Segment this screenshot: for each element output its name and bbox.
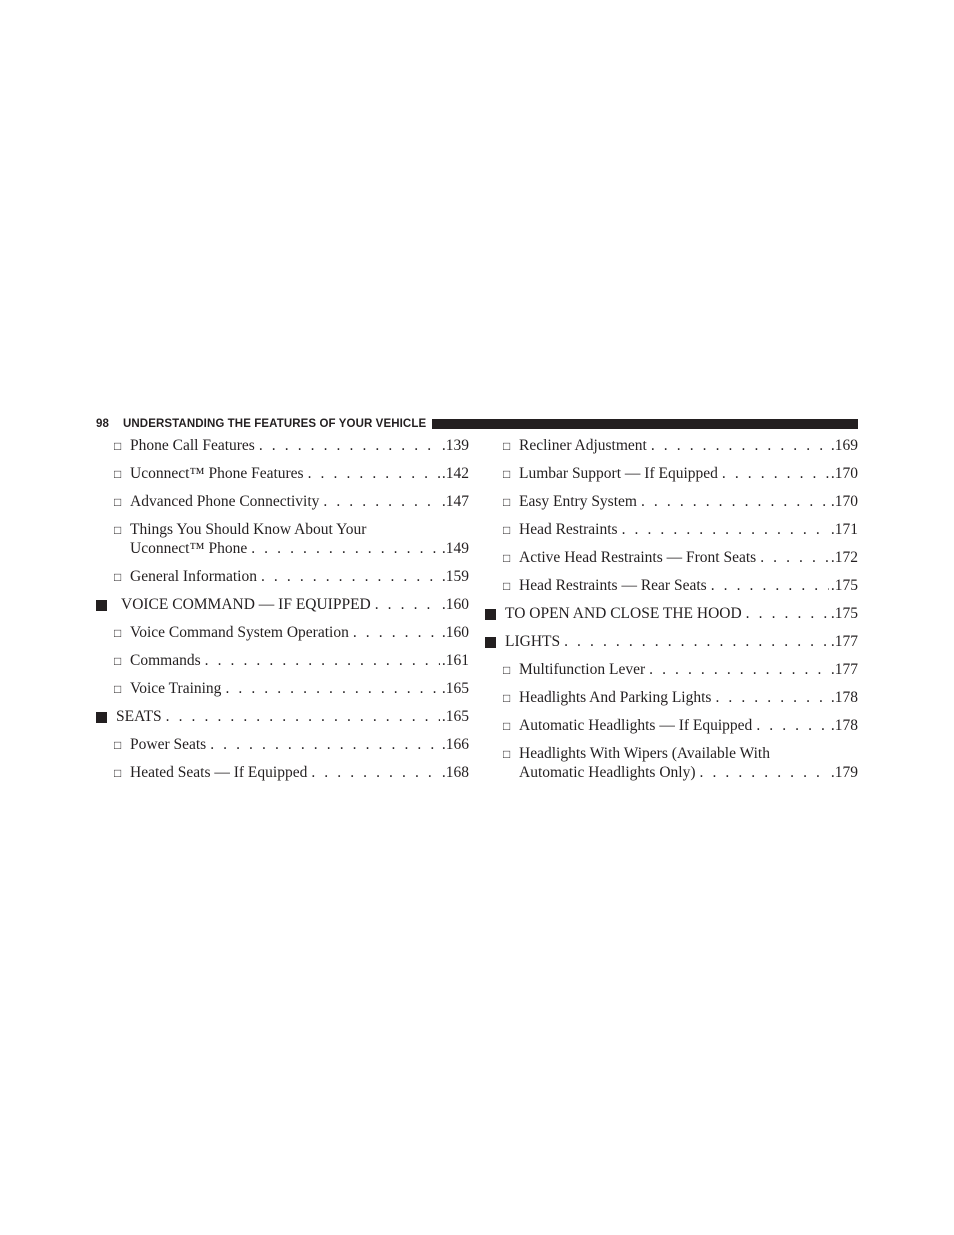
toc-page-number: .178 <box>830 689 858 706</box>
toc-entry-title: TO OPEN AND CLOSE THE HOOD <box>505 605 742 622</box>
toc-entry-title: Lumbar Support — If Equipped <box>519 465 718 482</box>
header-rule <box>432 419 858 429</box>
toc-entry-title: Head Restraints <box>519 521 618 538</box>
toc-entry-text <box>130 520 469 558</box>
hollow-square-bullet-icon: □ <box>503 495 511 509</box>
toc-page-number: .172 <box>830 549 858 566</box>
toc-section-entry[interactable] <box>485 604 858 632</box>
toc-entry-title: Easy Entry System <box>519 493 637 510</box>
toc-page-number: .169 <box>830 437 858 454</box>
toc-entry-text <box>130 567 469 586</box>
dot-leader <box>261 567 440 586</box>
toc-entry-text <box>519 688 858 707</box>
running-title: UNDERSTANDING THE FEATURES OF YOUR VEHICLE <box>123 418 427 430</box>
toc-subsection-entry[interactable] <box>96 520 469 567</box>
hollow-square-bullet-icon: □ <box>114 738 122 752</box>
toc-subsection-entry[interactable] <box>96 763 469 791</box>
toc-page-number: .177 <box>830 633 858 650</box>
toc-section-entry[interactable] <box>96 707 469 735</box>
toc-entry-text <box>505 632 858 651</box>
toc-entry-title: Power Seats <box>130 736 207 753</box>
toc-entry-title: VOICE COMMAND — IF EQUIPPED <box>121 596 371 613</box>
toc-page-number: .175 <box>830 577 858 594</box>
dot-leader <box>353 623 440 642</box>
toc-entry-text <box>519 716 858 735</box>
dot-leader <box>225 679 439 698</box>
hollow-square-bullet-icon: □ <box>503 691 511 705</box>
toc-entry-text <box>130 436 469 455</box>
toc-entry-text <box>121 595 469 614</box>
toc-entry-title: Automatic Headlights — If Equipped <box>519 717 753 734</box>
hollow-square-bullet-icon: □ <box>114 495 122 509</box>
dot-leader <box>760 548 829 567</box>
toc-page-number: .177 <box>830 661 858 678</box>
hollow-square-bullet-icon: □ <box>503 467 511 481</box>
toc-page-number: .168 <box>441 764 469 781</box>
dot-leader <box>700 763 829 782</box>
toc-entry-title: Active Head Restraints — Front Seats <box>519 549 757 566</box>
hollow-square-bullet-icon: □ <box>114 766 122 780</box>
toc-subsection-entry[interactable] <box>96 623 469 651</box>
toc-entry-text <box>519 548 858 567</box>
dot-leader <box>308 464 440 483</box>
toc-entry-title: LIGHTS <box>505 633 561 650</box>
toc-subsection-entry[interactable] <box>96 651 469 679</box>
dot-leader <box>375 595 440 614</box>
dot-leader <box>323 492 439 511</box>
toc-entry-text <box>519 436 858 455</box>
toc-entry-text <box>130 679 469 698</box>
toc-entry-title: Advanced Phone Connectivity <box>130 493 320 510</box>
toc-entry-title: SEATS <box>116 708 162 725</box>
dot-leader <box>746 604 829 623</box>
toc-section-entry[interactable] <box>96 595 469 623</box>
toc-page-number: .165 <box>441 708 469 725</box>
toc-entry-title: Things You Should Know About Your <box>130 521 367 538</box>
toc-page-number: .171 <box>830 521 858 538</box>
toc-section-entry[interactable] <box>485 632 858 660</box>
toc-page-number: .160 <box>441 624 469 641</box>
toc-page-number: .178 <box>830 717 858 734</box>
dot-leader <box>641 492 829 511</box>
toc-subsection-entry[interactable] <box>96 464 469 492</box>
filled-square-bullet-icon <box>485 609 496 620</box>
dot-leader <box>715 688 828 707</box>
toc-subsection-entry[interactable] <box>485 660 858 688</box>
dot-leader <box>205 651 440 670</box>
hollow-square-bullet-icon: □ <box>114 467 122 481</box>
hollow-square-bullet-icon: □ <box>114 626 122 640</box>
toc-entry-title: Voice Training <box>130 680 222 697</box>
hollow-square-bullet-icon: □ <box>114 439 122 453</box>
toc-entry-text <box>130 623 469 642</box>
hollow-square-bullet-icon: □ <box>114 682 122 696</box>
toc-entry-title-continued: Uconnect™ Phone <box>130 540 248 557</box>
dot-leader <box>259 436 440 455</box>
toc-page-number: .170 <box>830 493 858 510</box>
dot-leader <box>756 716 829 735</box>
toc-subsection-entry[interactable] <box>485 436 858 464</box>
dot-leader <box>251 539 440 558</box>
page-number: 98 <box>96 418 109 430</box>
toc-page-number: .175 <box>830 605 858 622</box>
toc-page-number: .165 <box>441 680 469 697</box>
toc-subsection-entry[interactable] <box>485 744 858 791</box>
hollow-square-bullet-icon: □ <box>503 439 511 453</box>
dot-leader <box>564 632 829 651</box>
filled-square-bullet-icon <box>96 712 107 723</box>
toc-page-number: .179 <box>830 764 858 781</box>
toc-entry-text <box>130 651 469 670</box>
toc-entry-title: Headlights And Parking Lights <box>519 689 712 706</box>
toc-entry-title: Multifunction Lever <box>519 661 646 678</box>
hollow-square-bullet-icon: □ <box>503 551 511 565</box>
toc-entry-text <box>519 464 858 483</box>
toc-entry-title: Head Restraints — Rear Seats <box>519 577 707 594</box>
toc-page-number: .160 <box>441 596 469 613</box>
toc-entry-text <box>519 520 858 539</box>
toc-subsection-entry[interactable] <box>485 520 858 548</box>
toc-entry-title: Uconnect™ Phone Features <box>130 465 304 482</box>
toc-page-number: .166 <box>441 736 469 753</box>
hollow-square-bullet-icon: □ <box>503 719 511 733</box>
toc-subsection-entry[interactable] <box>485 576 858 604</box>
hollow-square-bullet-icon: □ <box>503 523 511 537</box>
toc-page-number: .159 <box>441 568 469 585</box>
hollow-square-bullet-icon: □ <box>114 570 122 584</box>
toc-entry-text <box>130 763 469 782</box>
toc-entry-text <box>130 464 469 483</box>
toc-subsection-entry[interactable] <box>485 492 858 520</box>
toc-entry-text <box>505 604 858 623</box>
toc-entry-text <box>519 744 858 782</box>
toc-subsection-entry[interactable] <box>485 716 858 744</box>
toc-page-number: .139 <box>441 437 469 454</box>
toc-entry-text <box>116 707 469 726</box>
toc-entry-title: Headlights With Wipers (Available With <box>519 745 770 762</box>
toc-page-number: .161 <box>441 652 469 669</box>
toc-subsection-entry[interactable] <box>485 548 858 576</box>
toc-subsection-entry[interactable] <box>485 688 858 716</box>
dot-leader <box>622 520 829 539</box>
hollow-square-bullet-icon: □ <box>503 663 511 677</box>
toc-entry-title: Voice Command System Operation <box>130 624 349 641</box>
hollow-square-bullet-icon: □ <box>503 579 511 593</box>
toc-subsection-entry[interactable] <box>96 679 469 707</box>
dot-leader <box>649 660 829 679</box>
toc-column-left <box>96 436 469 791</box>
dot-leader <box>210 735 440 754</box>
toc-entry-title: Commands <box>130 652 201 669</box>
dot-leader <box>651 436 829 455</box>
toc-subsection-entry[interactable] <box>96 436 469 464</box>
hollow-square-bullet-icon: □ <box>114 654 122 668</box>
running-header <box>96 417 858 431</box>
toc-subsection-entry[interactable] <box>485 464 858 492</box>
toc-page-number: .147 <box>441 493 469 510</box>
filled-square-bullet-icon <box>485 637 496 648</box>
toc-page-number: .142 <box>441 465 469 482</box>
hollow-square-bullet-icon: □ <box>114 523 122 537</box>
toc-entry-text <box>130 735 469 754</box>
dot-leader <box>722 464 829 483</box>
toc-subsection-entry[interactable] <box>96 492 469 520</box>
dot-leader <box>711 576 829 595</box>
toc-entry-text <box>519 576 858 595</box>
dot-leader <box>311 763 440 782</box>
toc-entry-text <box>130 492 469 511</box>
toc-entry-title-continued: Automatic Headlights Only) <box>519 764 696 781</box>
toc-column-right <box>485 436 858 791</box>
hollow-square-bullet-icon: □ <box>503 747 511 761</box>
toc-entry-title: Heated Seats — If Equipped <box>130 764 308 781</box>
toc-entry-title: Recliner Adjustment <box>519 437 647 454</box>
filled-square-bullet-icon <box>96 600 107 611</box>
toc-entry-text <box>519 492 858 511</box>
toc-entry-title: Phone Call Features <box>130 437 255 454</box>
toc-entry-title: General Information <box>130 568 257 585</box>
toc-subsection-entry[interactable] <box>96 735 469 763</box>
toc-subsection-entry[interactable] <box>96 567 469 595</box>
toc-page-number: .149 <box>441 540 469 557</box>
toc-page-number: .170 <box>830 465 858 482</box>
dot-leader <box>166 707 440 726</box>
toc-entry-text <box>519 660 858 679</box>
